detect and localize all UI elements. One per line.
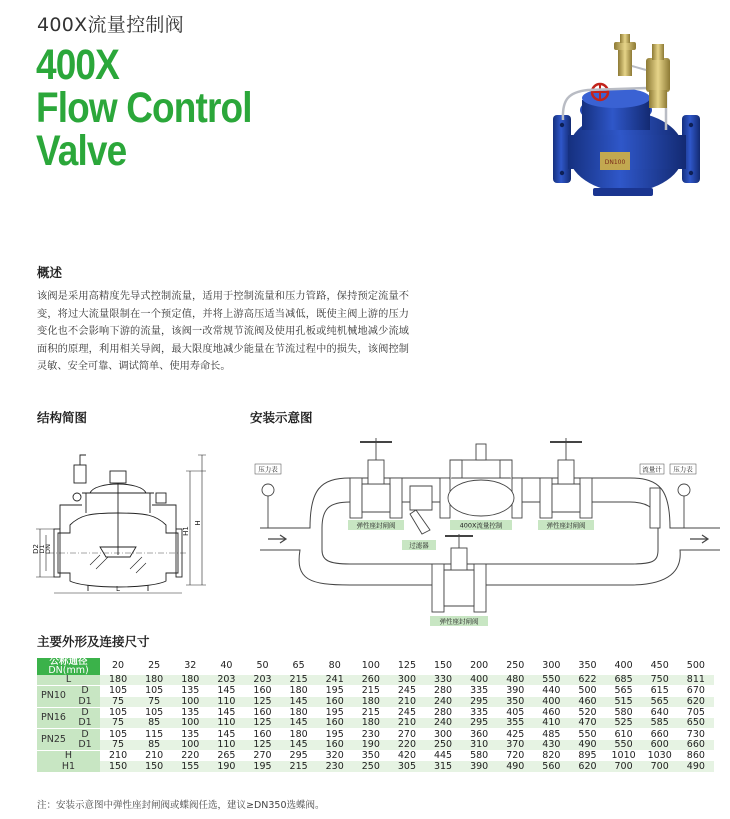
value-cell: 480	[497, 675, 533, 686]
value-cell: 203	[208, 675, 244, 686]
value-cell: 660	[678, 740, 714, 751]
value-cell: 550	[606, 740, 642, 751]
size-cell: 500	[678, 658, 714, 675]
value-cell: 100	[172, 740, 208, 751]
value-cell: 180	[281, 729, 317, 740]
value-cell: 230	[317, 761, 353, 772]
value-cell: 620	[569, 761, 605, 772]
size-cell: 250	[497, 658, 533, 675]
value-cell: 180	[281, 686, 317, 697]
value-cell: 105	[136, 707, 172, 718]
title-line-3: Valve	[36, 127, 127, 175]
value-cell: 160	[244, 707, 280, 718]
label-pressure-gauge-right: 压力表	[673, 465, 693, 474]
dim-label-h1: H1	[182, 526, 190, 536]
value-cell: 500	[569, 686, 605, 697]
gate-valve-right-icon	[540, 438, 592, 518]
value-cell: 260	[353, 675, 389, 686]
row-label: D	[70, 729, 100, 740]
gate-valve-bottom-icon	[432, 534, 486, 612]
value-cell: 580	[606, 707, 642, 718]
value-cell: 425	[497, 729, 533, 740]
pressure-group-label: PN16	[37, 707, 70, 729]
value-cell: 1030	[642, 751, 678, 762]
product-title	[36, 41, 252, 175]
main-flow-valve-icon	[440, 444, 522, 518]
value-cell: 195	[317, 686, 353, 697]
value-cell: 195	[244, 761, 280, 772]
value-cell: 125	[244, 740, 280, 751]
installation-heading: 安装示意图	[250, 410, 313, 425]
value-cell: 75	[100, 697, 136, 708]
dimensions-table	[37, 658, 714, 772]
value-cell: 245	[389, 707, 425, 718]
value-cell: 75	[100, 740, 136, 751]
value-cell: 210	[100, 751, 136, 762]
value-cell: 240	[425, 697, 461, 708]
value-cell: 180	[100, 675, 136, 686]
value-cell: 215	[353, 686, 389, 697]
row-label: H	[37, 751, 100, 762]
size-cell: 400	[606, 658, 642, 675]
value-cell: 180	[136, 675, 172, 686]
size-cell: 200	[461, 658, 497, 675]
strainer-icon	[410, 486, 432, 534]
value-cell: 145	[208, 707, 244, 718]
value-cell: 110	[208, 718, 244, 729]
row-label: H1	[37, 761, 100, 772]
value-cell: 155	[172, 761, 208, 772]
label-main-valve: 400X流量控制	[459, 521, 503, 530]
dimensions-heading: 主要外形及连接尺寸	[37, 634, 150, 649]
valve-product-image	[548, 30, 708, 215]
overview-text: 该阀是采用高精度先导式控制流量，适用于控制流量和压力管路，保持预定流量不变，将过大流量限制在一个预定值，并将上游高压适当减低，既使主阀上游的压力变化也不会影响下游的流量，该阀一改常规节流阀及使用孔板或纯机械地减少流域面积的原理，利用相关导阀，最大限度地减少能量在节流过程中的损失，该阀控制灵敏、安全可靠、调试简单、使用寿命长。	[37, 291, 409, 372]
table-row	[37, 761, 714, 772]
title-line-2: Flow Control	[36, 84, 252, 132]
value-cell: 190	[208, 761, 244, 772]
value-cell: 210	[389, 718, 425, 729]
value-cell: 210	[136, 751, 172, 762]
value-cell: 145	[208, 729, 244, 740]
value-cell: 610	[606, 729, 642, 740]
value-cell: 460	[569, 697, 605, 708]
structure-heading: 结构简图	[37, 410, 88, 425]
value-cell: 241	[317, 675, 353, 686]
label-gate-valve-bottom: 弹性座封闸阀	[439, 617, 479, 626]
value-cell: 525	[606, 718, 642, 729]
value-cell: 265	[208, 751, 244, 762]
value-cell: 295	[461, 718, 497, 729]
value-cell: 105	[100, 707, 136, 718]
value-cell: 335	[461, 686, 497, 697]
value-cell: 145	[281, 740, 317, 751]
value-cell: 85	[136, 718, 172, 729]
value-cell: 315	[425, 761, 461, 772]
value-cell: 420	[389, 751, 425, 762]
value-cell: 565	[642, 697, 678, 708]
value-cell: 145	[281, 718, 317, 729]
value-cell: 620	[678, 697, 714, 708]
value-cell: 320	[317, 751, 353, 762]
row-label: D1	[70, 740, 100, 751]
value-cell: 245	[389, 686, 425, 697]
label-gate-valve-left: 弹性座封闸阀	[356, 521, 396, 530]
label-flow-meter: 流量计	[642, 465, 662, 474]
size-cell: 32	[172, 658, 208, 675]
row-label: D1	[70, 697, 100, 708]
value-cell: 160	[317, 697, 353, 708]
value-cell: 135	[172, 686, 208, 697]
title-line-1: 400X	[36, 41, 119, 89]
value-cell: 305	[389, 761, 425, 772]
size-cell: 125	[389, 658, 425, 675]
table-row	[37, 675, 714, 686]
value-cell: 685	[606, 675, 642, 686]
size-cell: 65	[281, 658, 317, 675]
value-cell: 860	[678, 751, 714, 762]
value-cell: 105	[100, 686, 136, 697]
value-cell: 125	[244, 697, 280, 708]
value-cell: 470	[569, 718, 605, 729]
value-cell: 100	[172, 697, 208, 708]
value-cell: 490	[678, 761, 714, 772]
structure-diagram	[30, 445, 210, 595]
header-label-cell	[37, 658, 100, 675]
value-cell: 295	[461, 697, 497, 708]
value-cell: 390	[461, 761, 497, 772]
value-cell: 220	[172, 751, 208, 762]
value-cell: 250	[425, 740, 461, 751]
value-cell: 490	[569, 740, 605, 751]
row-label: D1	[70, 718, 100, 729]
value-cell: 600	[642, 740, 678, 751]
table-header-row	[37, 658, 714, 675]
size-cell: 100	[353, 658, 389, 675]
value-cell: 300	[389, 675, 425, 686]
value-cell: 700	[642, 761, 678, 772]
value-cell: 490	[497, 761, 533, 772]
value-cell: 150	[136, 761, 172, 772]
value-cell: 650	[678, 718, 714, 729]
nameplate-text: DN100	[604, 159, 626, 166]
value-cell: 105	[136, 686, 172, 697]
value-cell: 135	[172, 707, 208, 718]
value-cell: 110	[208, 697, 244, 708]
size-cell: 80	[317, 658, 353, 675]
size-cell: 300	[533, 658, 569, 675]
value-cell: 440	[533, 686, 569, 697]
table-row	[37, 740, 714, 751]
value-cell: 580	[461, 751, 497, 762]
value-cell: 195	[317, 729, 353, 740]
value-cell: 400	[533, 697, 569, 708]
table-row	[37, 697, 714, 708]
value-cell: 370	[497, 740, 533, 751]
footnote: 注：安装示意图中弹性座封闸阀或蝶阀任选，建议≥DN350选蝶阀。	[37, 800, 325, 811]
value-cell: 565	[606, 686, 642, 697]
installation-diagram	[250, 430, 720, 635]
table-row	[37, 718, 714, 729]
value-cell: 820	[533, 751, 569, 762]
value-cell: 270	[244, 751, 280, 762]
value-cell: 350	[353, 751, 389, 762]
value-cell: 220	[389, 740, 425, 751]
value-cell: 145	[208, 686, 244, 697]
value-cell: 210	[389, 697, 425, 708]
value-cell: 105	[100, 729, 136, 740]
size-cell: 150	[425, 658, 461, 675]
overview-heading: 概述	[37, 265, 63, 280]
value-cell: 750	[642, 675, 678, 686]
dim-label-l: L	[116, 585, 120, 593]
value-cell: 135	[172, 729, 208, 740]
gate-valve-left-icon	[350, 438, 402, 518]
row-label: D	[70, 707, 100, 718]
value-cell: 85	[136, 740, 172, 751]
value-cell: 445	[425, 751, 461, 762]
value-cell: 730	[678, 729, 714, 740]
value-cell: 400	[461, 675, 497, 686]
value-cell: 720	[497, 751, 533, 762]
label-gate-valve-right: 弹性座封闸阀	[546, 521, 586, 530]
size-cell: 20	[100, 658, 136, 675]
value-cell: 360	[461, 729, 497, 740]
value-cell: 115	[136, 729, 172, 740]
value-cell: 160	[244, 686, 280, 697]
value-cell: 270	[389, 729, 425, 740]
value-cell: 250	[353, 761, 389, 772]
value-cell: 300	[425, 729, 461, 740]
value-cell: 180	[281, 707, 317, 718]
header-unit: DN(mm)	[48, 664, 89, 676]
pressure-group-label: PN10	[37, 686, 70, 708]
value-cell: 125	[244, 718, 280, 729]
row-label: D	[70, 686, 100, 697]
value-cell: 100	[172, 718, 208, 729]
value-cell: 190	[353, 740, 389, 751]
pressure-group-label: PN25	[37, 729, 70, 751]
value-cell: 485	[533, 729, 569, 740]
value-cell: 215	[353, 707, 389, 718]
value-cell: 515	[606, 697, 642, 708]
value-cell: 405	[497, 707, 533, 718]
size-cell: 450	[642, 658, 678, 675]
size-cell: 50	[244, 658, 280, 675]
value-cell: 215	[281, 675, 317, 686]
value-cell: 410	[533, 718, 569, 729]
value-cell: 160	[317, 740, 353, 751]
value-cell: 335	[461, 707, 497, 718]
value-cell: 110	[208, 740, 244, 751]
header-label: 公称通径	[49, 656, 88, 667]
value-cell: 811	[678, 675, 714, 686]
value-cell: 520	[569, 707, 605, 718]
size-cell: 350	[569, 658, 605, 675]
dim-label-d2: D2	[32, 544, 40, 554]
pressure-gauge-right-icon	[678, 484, 690, 528]
value-cell: 700	[606, 761, 642, 772]
value-cell: 195	[317, 707, 353, 718]
value-cell: 310	[461, 740, 497, 751]
product-subtitle: 400X流量控制阀	[37, 14, 184, 36]
value-cell: 180	[353, 718, 389, 729]
table-row	[37, 751, 714, 762]
value-cell: 215	[281, 761, 317, 772]
value-cell: 585	[642, 718, 678, 729]
value-cell: 330	[425, 675, 461, 686]
value-cell: 295	[281, 751, 317, 762]
value-cell: 240	[425, 718, 461, 729]
value-cell: 640	[642, 707, 678, 718]
value-cell: 280	[425, 686, 461, 697]
value-cell: 622	[569, 675, 605, 686]
value-cell: 230	[353, 729, 389, 740]
value-cell: 670	[678, 686, 714, 697]
dim-label-d1: D1	[38, 544, 46, 554]
value-cell: 180	[353, 697, 389, 708]
value-cell: 160	[244, 729, 280, 740]
value-cell: 75	[100, 718, 136, 729]
table-row	[37, 686, 714, 697]
label-strainer: 过滤器	[409, 541, 429, 550]
value-cell: 430	[533, 740, 569, 751]
value-cell: 550	[533, 675, 569, 686]
value-cell: 350	[497, 697, 533, 708]
value-cell: 460	[533, 707, 569, 718]
pressure-gauge-left-icon	[262, 484, 274, 528]
value-cell: 615	[642, 686, 678, 697]
value-cell: 390	[497, 686, 533, 697]
row-label: L	[37, 675, 100, 686]
value-cell: 705	[678, 707, 714, 718]
size-cell: 40	[208, 658, 244, 675]
value-cell: 145	[281, 697, 317, 708]
value-cell: 1010	[606, 751, 642, 762]
size-cell: 25	[136, 658, 172, 675]
value-cell: 280	[425, 707, 461, 718]
value-cell: 560	[533, 761, 569, 772]
dim-label-h: H	[194, 520, 202, 526]
value-cell: 180	[172, 675, 208, 686]
label-pressure-gauge-left: 压力表	[258, 465, 278, 474]
value-cell: 550	[569, 729, 605, 740]
value-cell: 75	[136, 697, 172, 708]
flow-meter-icon	[650, 488, 660, 528]
value-cell: 660	[642, 729, 678, 740]
value-cell: 355	[497, 718, 533, 729]
dim-label-dn: DN	[44, 544, 52, 554]
value-cell: 203	[244, 675, 280, 686]
value-cell: 150	[100, 761, 136, 772]
value-cell: 895	[569, 751, 605, 762]
value-cell: 160	[317, 718, 353, 729]
